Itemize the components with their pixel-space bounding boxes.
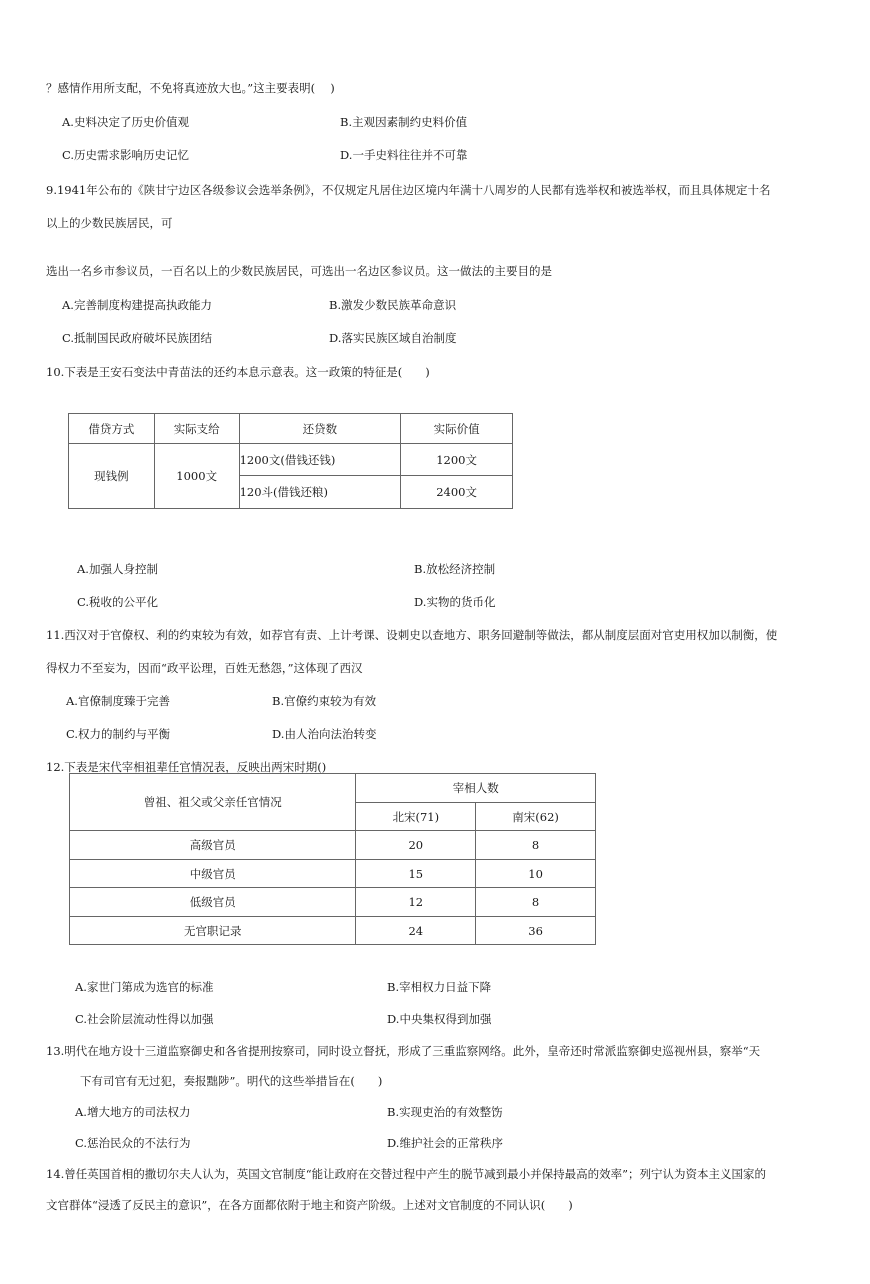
q12-row-south: 8 [476,888,596,917]
q10-option-d: D.实物的货币化 [414,595,496,609]
q12-row-label: 无官职记录 [70,917,356,945]
q8-option-a: A.史料决定了历史价值观 [62,115,189,129]
q9-option-b: B.激发少数民族革命意识 [329,298,457,312]
q9-stem-line2: 以上的少数民族居民，可 [46,216,173,230]
q11-option-b: B.官僚约束较为有效 [272,694,377,708]
q12-row-label: 低级官员 [70,888,356,917]
q12-row-south: 8 [476,831,596,860]
q12-row-label: 中级官员 [70,860,356,888]
q12-row-label: 高级官员 [70,831,356,860]
q11-option-a: A.官僚制度臻于完善 [66,694,170,708]
q13-option-b: B.实现吏治的有效整饬 [387,1105,503,1119]
q10-table [68,413,513,509]
q11-stem-line2: 得权力不至妄为，因而“政平讼理，百姓无愁怨，”这体现了西汉 [46,661,363,675]
q12-table [69,773,596,945]
q8-option-d: D.一手史料往往并不可靠 [340,148,468,162]
q9-stem-line3: 选出一名乡市参议员，一百名以上的少数民族居民，可选出一名边区参议员。这一做法的主要目的是 [46,264,552,278]
q12-row-north: 24 [356,917,476,945]
q10-cell-repay: 1200文(借钱还钱) [239,444,401,476]
q10-cell-value: 1200文 [401,444,513,476]
q8-option-b: B.主观因素制约史料价值 [340,115,468,129]
q12-row-north: 15 [356,860,476,888]
q10-stem: 10.下表是王安石变法中青苗法的还约本息示意表。这一政策的特征是( ) [46,365,430,379]
q12-option-d: D.中央集权得到加强 [387,1012,492,1026]
q10-option-c: C.税收的公平化 [77,595,159,609]
q9-option-c: C.抵制国民政府破坏民族团结 [62,331,213,345]
q12-row-south: 36 [476,917,596,945]
q14-stem-line1: 14.曾任英国首相的撒切尔夫人认为，英国文官制度“能让政府在交替过程中产生的脱节减到最小并保持最高的效率”；列宁认为资本主义国家的 [46,1167,767,1181]
q10-header-repay: 还贷数 [239,414,401,444]
q13-stem-line1: 13.明代在地方设十三道监察御史和各省提刑按察司，同时设立督抚，形成了三重监察网络。此外，皇帝还时常派监察御史巡视州县，察举“天 [46,1044,761,1058]
q13-option-a: A.增大地方的司法权力 [75,1105,191,1119]
q9-stem-line1: 9.1941年公布的《陕甘宁边区各级参议会选举条例》，不仅规定凡居住边区境内年满十八周岁的人民都有选举权和被选举权，而且具体规定十名 [46,183,771,197]
q10-cell-value: 2400文 [401,476,513,509]
q12-option-c: C.社会阶层流动性得以加强 [75,1012,214,1026]
q11-option-c: C.权力的制约与平衡 [66,727,171,741]
q10-option-b: B.放松经济控制 [414,562,496,576]
q13-option-c: C.惩治民众的不法行为 [75,1136,191,1150]
q11-option-d: D.由人治向法治转变 [272,727,377,741]
q14-stem-line2: 文官群体“浸透了反民主的意识”，在各方面都依附于地主和资产阶级。上述对文官制度的不同认识( ) [46,1198,573,1212]
q12-row-north: 12 [356,888,476,917]
q10-cell-repay: 120斗(借钱还粮) [239,476,401,509]
q9-option-a: A.完善制度构建提高执政能力 [62,298,212,312]
q10-option-a: A.加强人身控制 [77,562,158,576]
q8-option-c: C.历史需求影响历史记忆 [62,148,190,162]
q10-header-given: 实际支给 [154,414,239,444]
q12-header-north: 北宋(71) [356,803,476,831]
q9-option-d: D.落实民族区域自治制度 [329,331,457,345]
q10-header-method: 借贷方式 [69,414,155,444]
q8-stem-tail: ？感情作用所支配，不免将真迹放大也。”这主要表明( ) [46,81,335,95]
q12-option-a: A.家世门第成为选官的标准 [75,980,214,994]
q11-stem-line1: 11.西汉对于官僚权、利的约束较为有效，如荐官有责、上计考课、设刺史以查地方、职务回避制等做法，都从制度层面对官吏用权加以制衡，使 [46,628,778,642]
q10-header-value: 实际价值 [401,414,513,444]
q13-option-d: D.维护社会的正常秩序 [387,1136,503,1150]
q12-header-south: 南宋(62) [476,803,596,831]
q10-cell-given: 1000文 [154,444,239,509]
q10-cell-method: 现钱例 [69,444,155,509]
q12-header-chancellors: 宰相人数 [356,774,596,803]
q12-option-b: B.宰相权力日益下降 [387,980,492,994]
q12-stem: 12.下表是宋代宰相祖辈任官情况表，反映出两宋时期() [46,760,327,774]
q12-header-ancestry: 曾祖、祖父或父亲任官情况 [70,774,356,831]
q12-row-south: 10 [476,860,596,888]
q12-row-north: 20 [356,831,476,860]
q13-stem-line2: 下有司官有无过犯，奏报黜陟”。明代的这些举措旨在( ) [80,1074,383,1088]
